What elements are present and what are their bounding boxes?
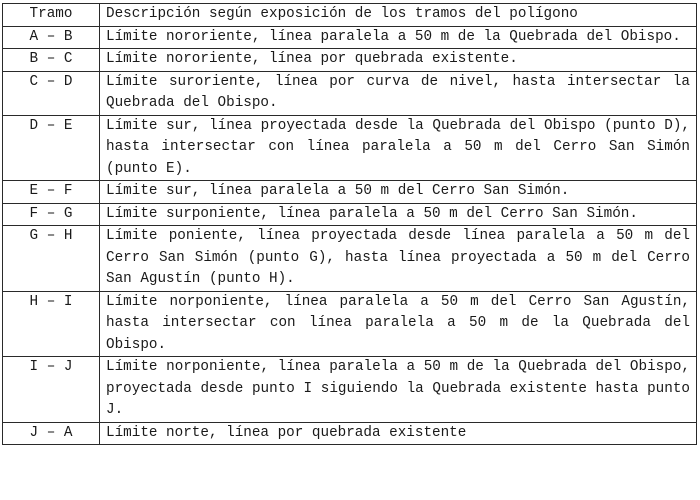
descripcion-cell: Límite sur, línea paralela a 50 m del Cerro San Simón. <box>100 181 697 204</box>
descripcion-cell: Límite norponiente, línea paralela a 50 m de la Quebrada del Obispo, proyectada desde punto I siguiendo la Quebrada existente hasta punto J. <box>100 357 697 423</box>
tramo-cell: A – B <box>3 26 100 49</box>
descripcion-cell: Límite surponiente, línea paralela a 50 m del Cerro San Simón. <box>100 203 697 226</box>
header-tramo: Tramo <box>3 4 100 27</box>
tramo-cell: I – J <box>3 357 100 423</box>
tramo-cell: J – A <box>3 422 100 445</box>
table-row <box>3 357 697 423</box>
tramo-cell: G – H <box>3 226 100 292</box>
tramo-cell: B – C <box>3 49 100 72</box>
descripcion-cell: Límite poniente, línea proyectada desde línea paralela a 50 m del Cerro San Simón (punto G), hasta línea proyectada a 50 m del Cerro San Agustín (punto H). <box>100 226 697 292</box>
descripcion-cell: Límite nororiente, línea por quebrada existente. <box>100 49 697 72</box>
tramo-cell: H – I <box>3 291 100 357</box>
table-row <box>3 181 697 204</box>
table-row <box>3 226 697 292</box>
tramo-cell: E – F <box>3 181 100 204</box>
table-row <box>3 49 697 72</box>
descripcion-cell: Límite sur, línea proyectada desde la Quebrada del Obispo (punto D), hasta intersectar con línea paralela a 50 m del Cerro San Simón (punto E). <box>100 115 697 181</box>
tramo-cell: C – D <box>3 71 100 115</box>
table-header-row <box>3 4 697 27</box>
table-row <box>3 115 697 181</box>
table-row <box>3 291 697 357</box>
descripcion-cell: Límite nororiente, línea paralela a 50 m de la Quebrada del Obispo. <box>100 26 697 49</box>
tramo-cell: D – E <box>3 115 100 181</box>
descripcion-cell: Límite norte, línea por quebrada existente <box>100 422 697 445</box>
descripcion-cell: Límite norponiente, línea paralela a 50 m del Cerro San Agustín, hasta intersectar con línea paralela a 50 m de la Quebrada del Obispo. <box>100 291 697 357</box>
table-row <box>3 26 697 49</box>
table-row <box>3 203 697 226</box>
table-row <box>3 422 697 445</box>
descripcion-cell: Límite suroriente, línea por curva de nivel, hasta intersectar la Quebrada del Obispo. <box>100 71 697 115</box>
polygon-sections-table <box>2 3 697 445</box>
tramo-cell: F – G <box>3 203 100 226</box>
table-row <box>3 71 697 115</box>
header-descripcion: Descripción según exposición de los tramos del polígono <box>100 4 697 27</box>
